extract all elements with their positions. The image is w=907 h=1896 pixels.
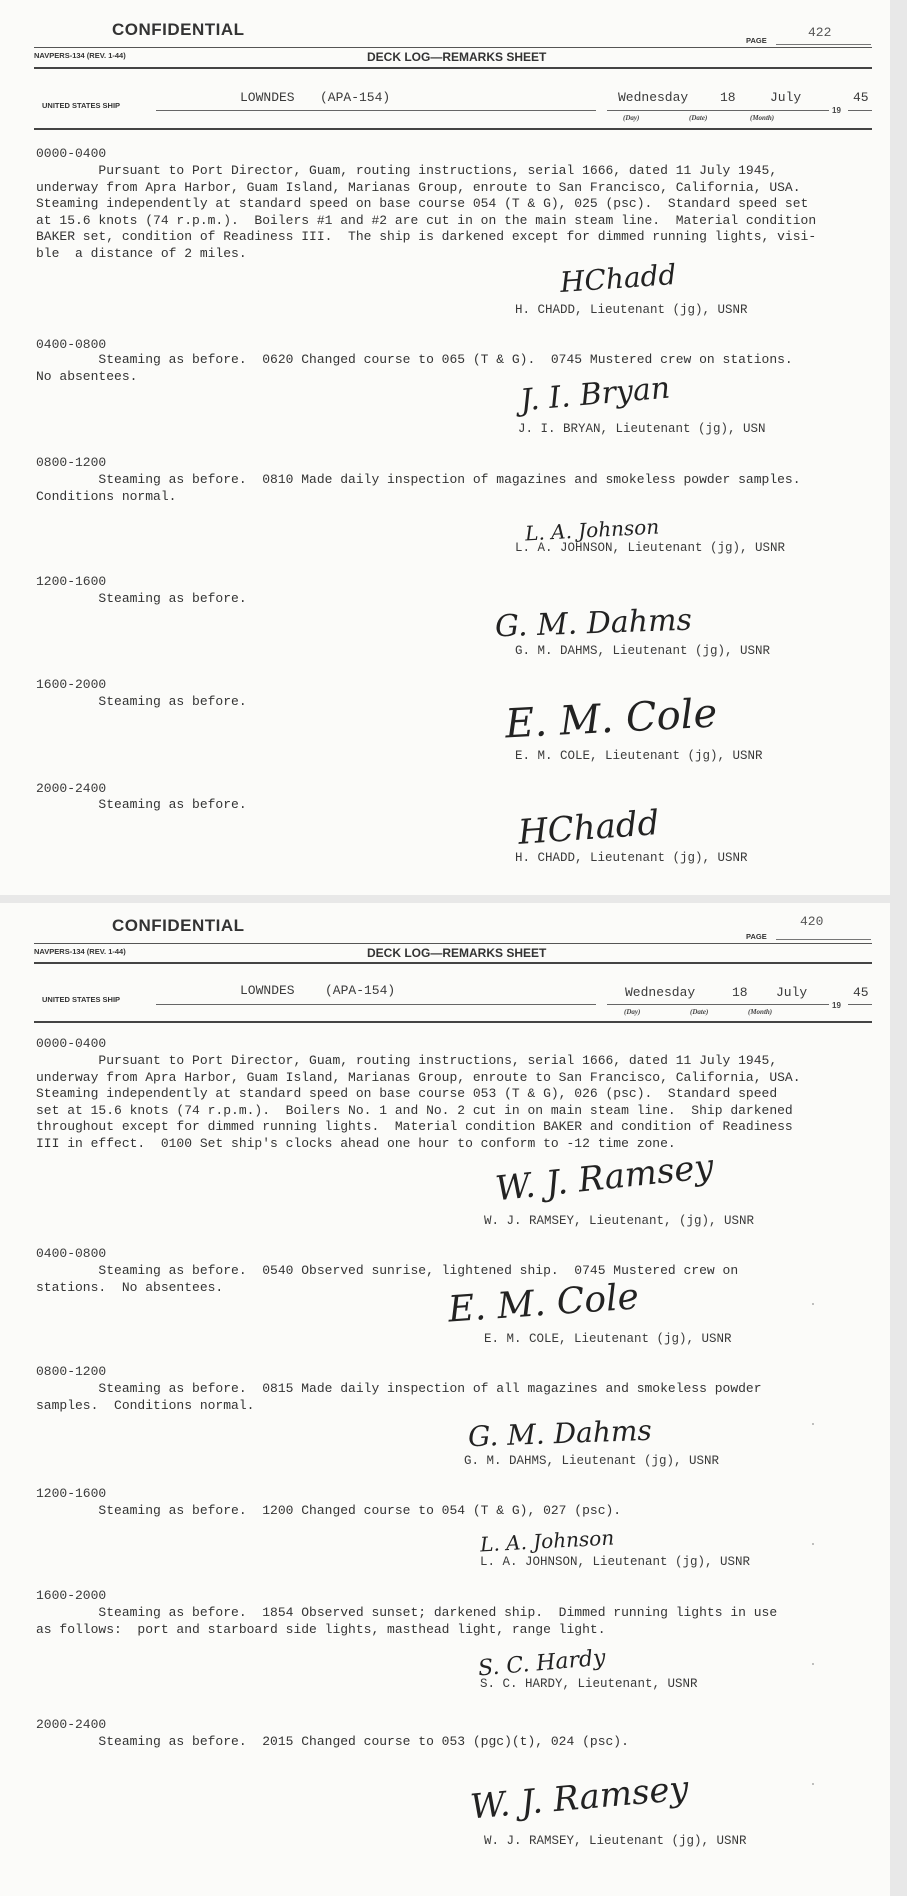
watch-remarks: Steaming as before.: [36, 591, 247, 606]
watch-remarks: Steaming as before. 1200 Changed course to 054 (T & G), 027 (psc).: [36, 1503, 622, 1518]
header-bottom-rule: [34, 128, 872, 130]
ship-name-line: [156, 1004, 596, 1005]
log-year: 45: [853, 985, 869, 1000]
page-number-line: [776, 939, 871, 940]
margin-dot: [812, 1783, 814, 1785]
officer-signature: E. M. Cole: [446, 1276, 641, 1331]
page-number-line: [776, 44, 871, 45]
watch-time: 0800-1200: [36, 455, 107, 470]
watch-remarks: Steaming as before. 0815 Made daily inspection of all magazines and smokeless powder samples. Conditions normal.: [36, 1381, 762, 1413]
officer-signature: W. J. Ramsey: [493, 1146, 716, 1210]
sheet-title: DECK LOG—REMARKS SHEET: [367, 946, 547, 960]
watch-time: 2000-2400: [36, 1717, 107, 1732]
month-caption: (Month): [750, 114, 775, 122]
watch-remarks: Steaming as before.: [36, 797, 247, 812]
date-caption: (Date): [690, 1008, 709, 1016]
page-label: PAGE: [746, 932, 767, 941]
ship-designation: (APA-154): [320, 90, 391, 105]
officer-name: E. M. COLE, Lieutenant (jg), USNR: [515, 749, 763, 763]
officer-signature: W. J. Ramsey: [468, 1768, 691, 1828]
margin-dot: [812, 1423, 814, 1425]
watch-time: 0400-0800: [36, 337, 107, 352]
watch-time: 1600-2000: [36, 677, 107, 692]
watch-time: 0000-0400: [36, 146, 107, 161]
date-line: [607, 1004, 829, 1005]
ship-label: UNITED STATES SHIP: [42, 995, 121, 1004]
ship-label: UNITED STATES SHIP: [42, 101, 121, 110]
margin-dot: [812, 1303, 814, 1305]
officer-name: W. J. RAMSEY, Lieutenant, (jg), USNR: [484, 1214, 755, 1228]
log-sheet-page-422: [0, 0, 890, 895]
officer-name: W. J. RAMSEY, Lieutenant (jg), USNR: [484, 1834, 747, 1848]
watch-time: 0000-0400: [36, 1036, 107, 1051]
log-month: July: [776, 985, 808, 1000]
date-caption: (Date): [689, 114, 708, 122]
officer-name: H. CHADD, Lieutenant (jg), USNR: [515, 851, 748, 865]
form-number: NAVPERS-134 (REV. 1-44): [34, 51, 126, 60]
page-label: PAGE: [746, 36, 767, 45]
header-rule: [34, 47, 872, 48]
day-caption: (Day): [624, 1008, 641, 1016]
officer-name: L. A. JOHNSON, Lieutenant (jg), USNR: [480, 1555, 751, 1569]
title-rule: [34, 962, 872, 964]
year-line: [848, 110, 872, 111]
officer-signature: S. C. Hardy: [477, 1645, 607, 1682]
log-year: 45: [853, 90, 869, 105]
month-caption: (Month): [748, 1008, 773, 1016]
confidential-stamp: CONFIDENTIAL: [112, 20, 245, 39]
officer-signature: HChadd: [558, 257, 678, 300]
margin-dot: [812, 1543, 814, 1545]
log-sheet-page-420: [0, 903, 890, 1896]
officer-signature: E. M. Cole: [503, 690, 719, 748]
log-date: 18: [720, 90, 736, 105]
watch-time: 2000-2400: [36, 781, 107, 796]
watch-remarks: Steaming as before. 0810 Made daily inspection of magazines and smokeless powder samples. Conditions normal.: [36, 472, 801, 504]
ship-name: LOWNDES: [240, 90, 295, 105]
watch-time: 1600-2000: [36, 1588, 107, 1603]
log-month: July: [770, 90, 802, 105]
officer-signature: L. A. Johnson: [524, 514, 660, 546]
watch-time: 1200-1600: [36, 1486, 107, 1501]
title-rule: [34, 67, 872, 69]
date-line: [607, 110, 829, 111]
watch-remarks: Steaming as before.: [36, 694, 247, 709]
officer-signature: HChadd: [516, 803, 661, 853]
officer-signature: G. M. Dahms: [467, 1413, 653, 1454]
page-number: 422: [808, 25, 832, 40]
log-date: 18: [732, 985, 748, 1000]
year-line: [848, 1004, 872, 1005]
watch-remarks: Steaming as before. 0620 Changed course to 065 (T & G). 0745 Mustered crew on stations. No absentees.: [36, 352, 793, 384]
watch-remarks: Steaming as before. 2015 Changed course to 053 (pgc)(t), 024 (psc).: [36, 1734, 629, 1749]
officer-name: G. M. DAHMS, Lieutenant (jg), USNR: [515, 644, 771, 658]
sheet-title: DECK LOG—REMARKS SHEET: [367, 50, 547, 64]
officer-signature: J. I. Bryan: [518, 370, 672, 419]
log-day: Wednesday: [625, 985, 696, 1000]
officer-signature: G. M. Dahms: [494, 602, 693, 645]
margin-dot: [812, 1663, 814, 1665]
officer-name: E. M. COLE, Lieutenant (jg), USNR: [484, 1332, 732, 1346]
header-rule: [34, 943, 872, 944]
watch-time: 1200-1600: [36, 574, 107, 589]
officer-name: L. A. JOHNSON, Lieutenant (jg), USNR: [515, 541, 786, 555]
header-bottom-rule: [34, 1021, 872, 1023]
officer-name: G. M. DAHMS, Lieutenant (jg), USNR: [464, 1454, 720, 1468]
log-day: Wednesday: [618, 90, 689, 105]
officer-signature: L. A. Johnson: [479, 1525, 615, 1557]
officer-name: H. CHADD, Lieutenant (jg), USNR: [515, 303, 748, 317]
officer-name: J. I. BRYAN, Lieutenant (jg), USN: [518, 422, 766, 436]
year-prefix: 19: [832, 1001, 841, 1010]
watch-remarks: Pursuant to Port Director, Guam, routing instructions, serial 1666, dated 11 July 1945, underway from Apra Harbor, Guam Island, Marianas Group, enroute to San Francisco, California, USA. Steaming independently at standard speed on base course 053 (T & G), 026 (psc). Standard speed set at 15.6 knots (74 r.p.m.). Boilers No. 1 and No. 2 cut in on main steam line. Ship darkened throughout except for dimmed running lights. Material condition BAKER and condition of Readiness III in effect. 0100 Set ship's clocks ahead one hour to conform to -12 time zone.: [36, 1053, 801, 1151]
watch-remarks: Pursuant to Port Director, Guam, routing instructions, serial 1666, dated 11 July 1945, underway from Apra Harbor, Guam Island, Marianas Group, enroute to San Francisco, California, USA. Steaming independently at standard speed on base course 054 (T & G), 025 (psc). Standard speed set at 15.6 knots (74 r.p.m.). Boilers #1 and #2 are cut in on the main steam line. Material condition BAKER set, condition of Readiness III. The ship is darkened except for dimmed running lights, visi- ble a distance of 2 miles.: [36, 163, 817, 261]
watch-remarks: Steaming as before. 1854 Observed sunset; darkened ship. Dimmed running lights in use as follows: port and starboard side lights, masthead light, range light.: [36, 1605, 778, 1637]
ship-designation: (APA-154): [325, 983, 396, 998]
watch-remarks: Steaming as before. 0540 Observed sunrise, lightened ship. 0745 Mustered crew on stations. No absentees.: [36, 1263, 739, 1295]
form-number: NAVPERS-134 (REV. 1-44): [34, 947, 126, 956]
confidential-stamp: CONFIDENTIAL: [112, 916, 245, 935]
officer-name: S. C. HARDY, Lieutenant, USNR: [480, 1677, 698, 1691]
watch-time: 0800-1200: [36, 1364, 107, 1379]
ship-name-line: [156, 110, 596, 111]
ship-name: LOWNDES: [240, 983, 295, 998]
day-caption: (Day): [623, 114, 640, 122]
year-prefix: 19: [832, 106, 841, 115]
page-number: 420: [800, 914, 824, 929]
watch-time: 0400-0800: [36, 1246, 107, 1261]
